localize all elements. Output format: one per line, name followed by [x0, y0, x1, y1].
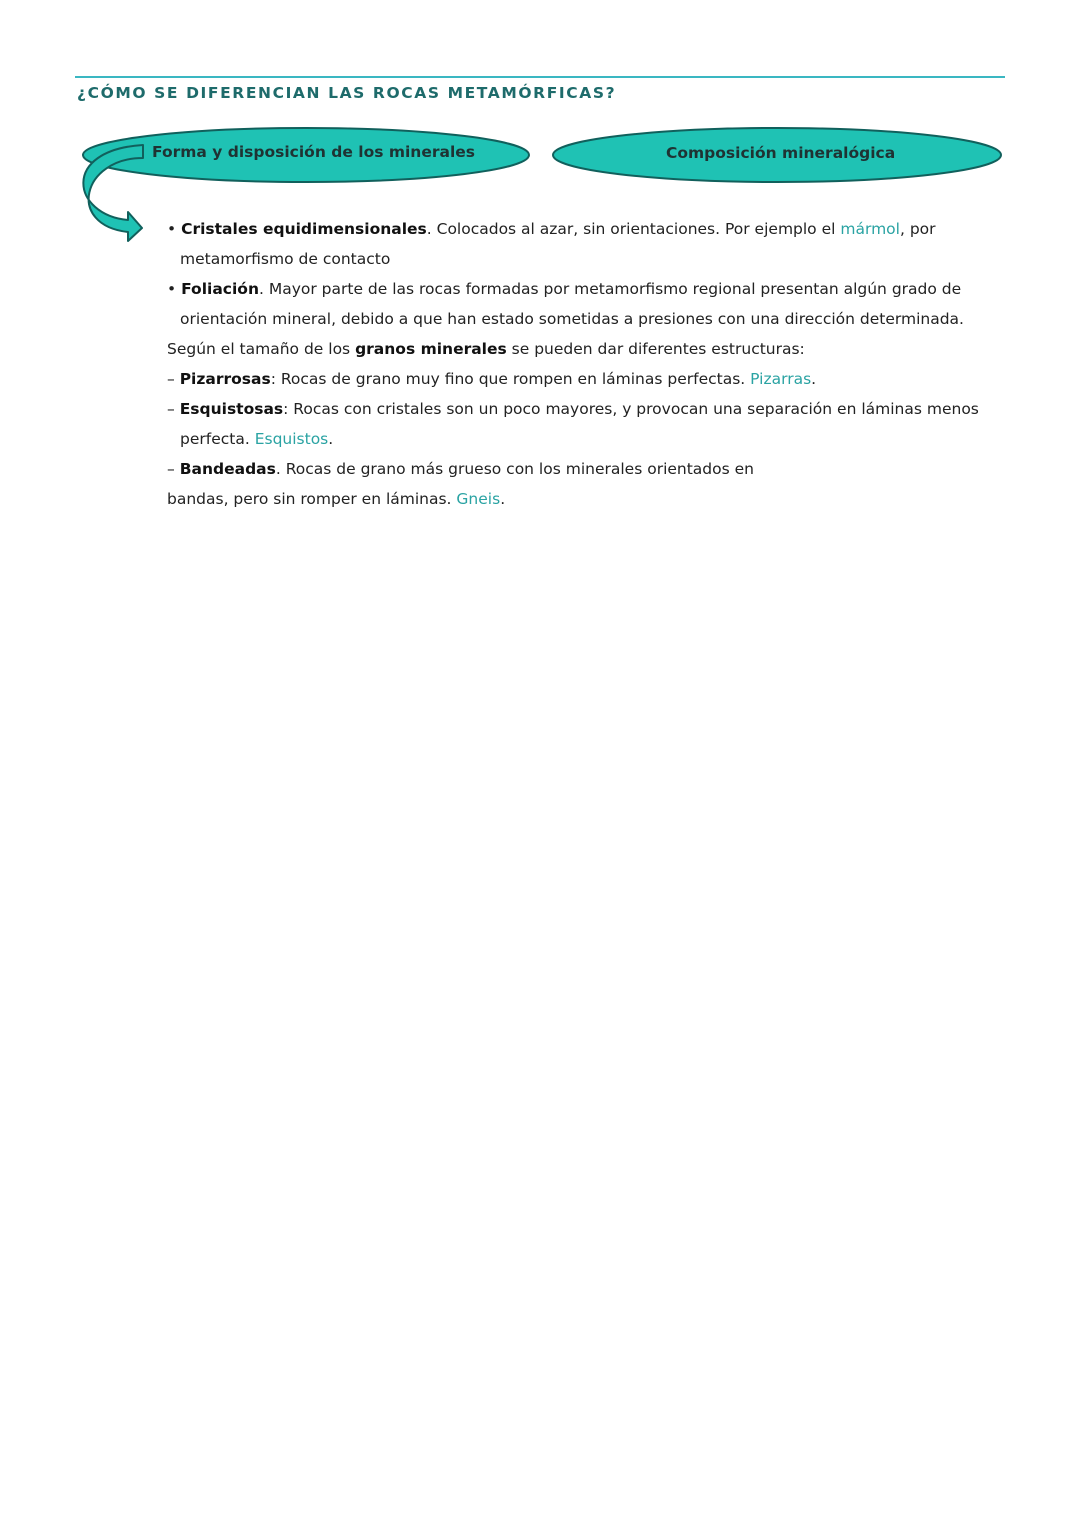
term-cristales: Cristales equidimensionales — [181, 220, 427, 238]
item-pizarrosas — [167, 364, 1027, 394]
item-foliacion-line2: orientación mineral, debido a que han estado sometidas a presiones con una dirección determinada. — [180, 310, 964, 328]
example-marmol: mármol — [840, 220, 900, 238]
text: perfecta. — [180, 430, 255, 448]
item-cristales-line2: metamorfismo de contacto — [180, 250, 391, 268]
example-gneis: Gneis — [456, 490, 501, 508]
content-body — [167, 214, 1027, 514]
term-esquistosas: Esquistosas — [179, 400, 284, 418]
text: . Mayor parte de las rocas formadas por metamorfismo regional presentan algún grado de — [258, 280, 962, 298]
text: bandas, pero sin romper en láminas. — [167, 490, 457, 508]
text: , por — [899, 220, 936, 238]
item-foliacion — [167, 274, 1027, 304]
term-granos: granos minerales — [355, 340, 507, 358]
text: . — [328, 430, 334, 448]
bullet: • — [167, 220, 177, 238]
item-esquistosas-line2 — [167, 424, 1027, 454]
section-heading: ¿CÓMO SE DIFERENCIAN LAS ROCAS METAMÓRFICAS? — [77, 84, 617, 102]
oval-right-label: Composición mineralógica — [666, 144, 896, 162]
item-bandeadas-line2 — [167, 484, 1027, 514]
segun-line — [167, 334, 1027, 364]
text: . Colocados al azar, sin orientaciones. Por ejemplo el — [426, 220, 841, 238]
text: . — [500, 490, 506, 508]
dash: – — [167, 460, 180, 478]
text: . — [811, 370, 817, 388]
bullet: • — [167, 280, 177, 298]
dash: – — [167, 400, 180, 418]
item-cristales — [167, 214, 1027, 244]
term-foliacion: Foliación — [181, 280, 259, 298]
text: se pueden dar diferentes estructuras: — [506, 340, 805, 358]
example-esquistos: Esquistos — [254, 430, 329, 448]
term-bandeadas: Bandeadas — [179, 460, 276, 478]
text: Según el tamaño de los — [167, 340, 356, 358]
oval-left-label: Forma y disposición de los minerales — [152, 143, 476, 161]
example-pizarras: Pizarras — [750, 370, 812, 388]
text: . Rocas de grano más grueso con los minerales orientados en — [275, 460, 754, 478]
text: : Rocas con cristales son un poco mayores, y provocan una separación en láminas menos — [283, 400, 979, 418]
dash: – — [167, 370, 180, 388]
term-pizarrosas: Pizarrosas — [179, 370, 271, 388]
item-bandeadas — [167, 454, 1027, 484]
item-esquistosas — [167, 394, 1027, 424]
text: : Rocas de grano muy fino que rompen en láminas perfectas. — [270, 370, 751, 388]
